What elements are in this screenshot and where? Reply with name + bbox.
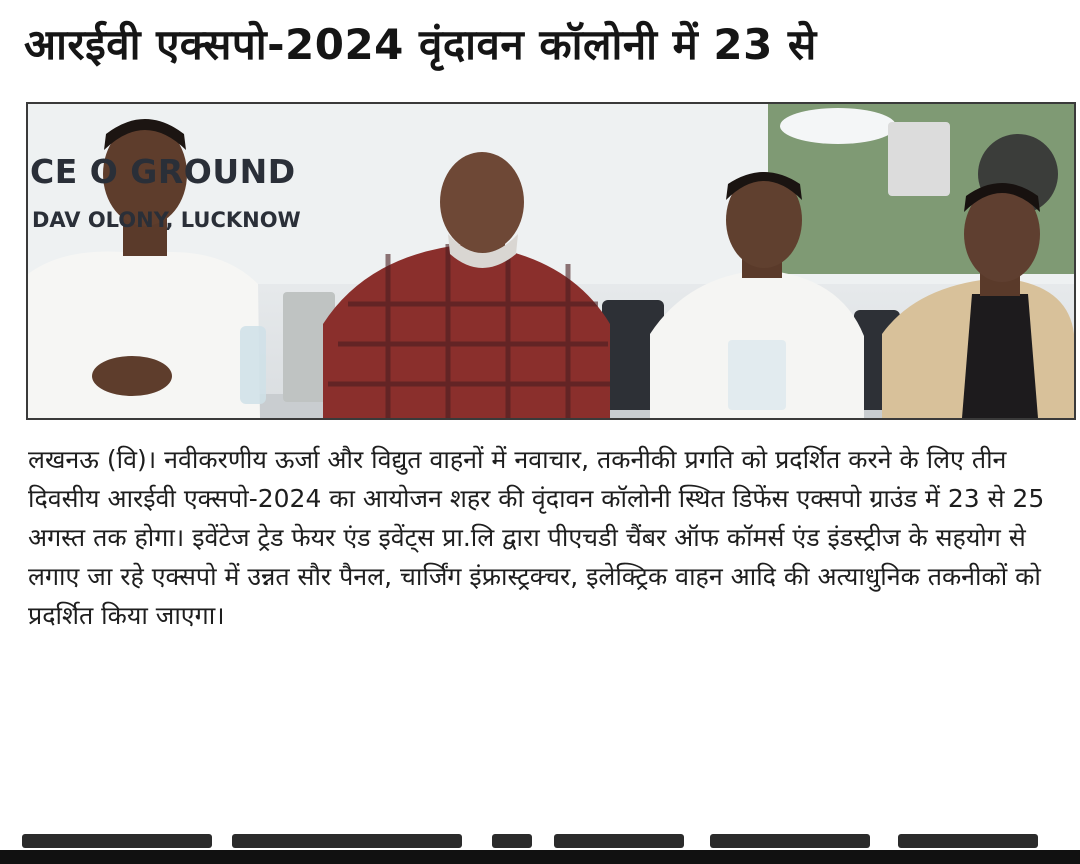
headline: आरईवी एक्सपो-2024 वृंदावन कॉलोनी में 23 से xyxy=(24,20,817,69)
water-bottle xyxy=(240,326,266,404)
article-body: लखनऊ (वि)। नवीकरणीय ऊर्जा और विद्युत वाहनों में नवाचार, तकनीकी प्रगति को प्रदर्शित करने के लिए तीन दिवसीय आरईवी एक्सपो-2024 का आयोजन शहर की वृंदावन कॉलोनी स्थित डिफेंस एक्सपो ग्राउंड में 23 से 25 अगस्त तक होगा। इवेंटेज ट्रेड फेयर एंड इवेंट्स प्रा.लि द्वारा पीएचडी चैंबर ऑफ कॉमर्स एंड इंडस्ट्रीज के सहयोग से लगाए जा रहे एक्सपो में उन्नत सौर पैनल, चार्जिंग इंफ्रास्ट्रक्चर, इलेक्ट्रिक वाहन आदि की अत्याधुनिक तकनीकों को प्रदर्शित किया जाएगा। xyxy=(28,445,1045,630)
water-bottles xyxy=(728,340,786,410)
press-conference-photo xyxy=(26,102,1076,420)
banner-venue-text: CE O GROUND xyxy=(30,152,296,191)
charger-image xyxy=(888,122,950,196)
bottom-strip xyxy=(0,850,1080,864)
car-image xyxy=(780,108,896,144)
next-headline-cropped xyxy=(22,810,1062,854)
banner-location-text: DAV OLONY, LUCKNOW xyxy=(32,208,301,232)
